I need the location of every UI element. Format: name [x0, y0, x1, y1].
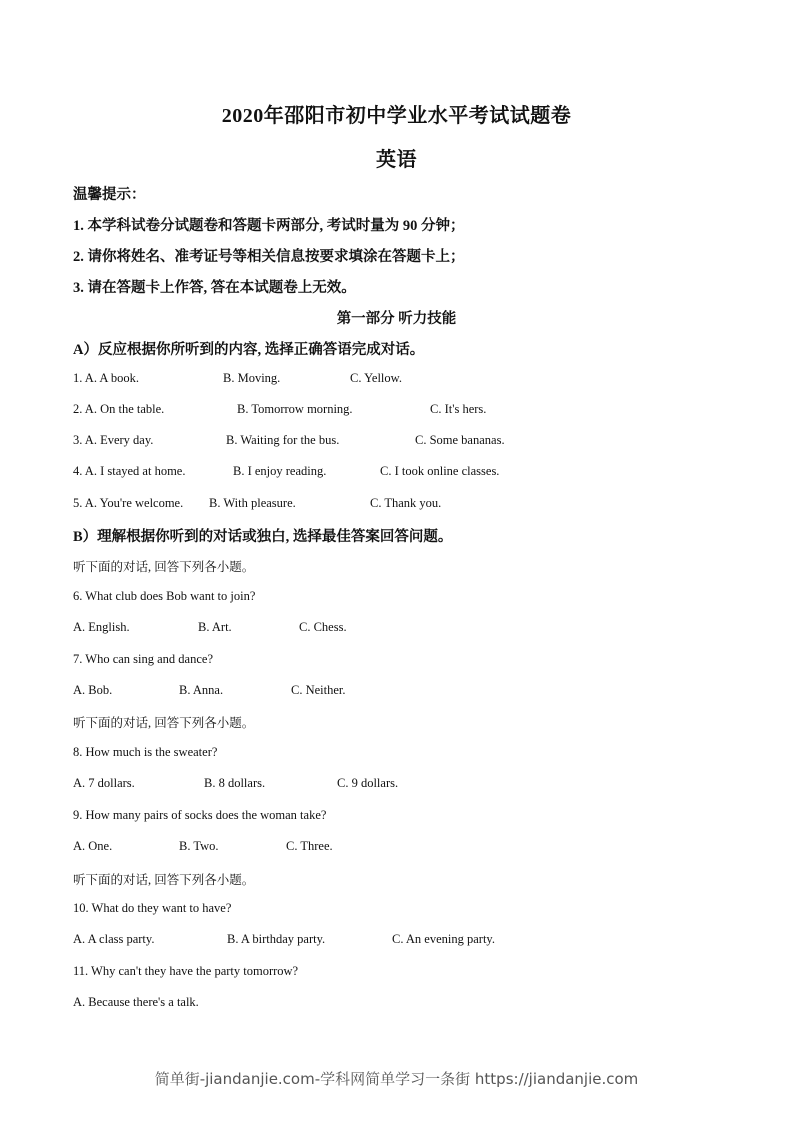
listening-note: 听下面的对话, 回答下列各小题。: [73, 560, 255, 574]
q7-option-b: B. Anna.: [179, 683, 224, 697]
subject-title: 英语: [376, 149, 417, 171]
q7-stem: 7. Who can sing and dance?: [73, 652, 213, 666]
q1-option-a: 1. A. A book.: [73, 371, 139, 385]
q8-option-b: B. 8 dollars.: [204, 776, 266, 790]
q10-option-c: C. An evening party.: [392, 932, 495, 946]
q4-option-a: 4. A. I stayed at home.: [73, 464, 186, 478]
q8-option-c: C. 9 dollars.: [337, 776, 399, 790]
q11-option-a: A. Because there's a talk.: [73, 995, 199, 1009]
q3-option-c: C. Some bananas.: [415, 433, 505, 447]
q6-option-c: C. Chess.: [299, 620, 347, 634]
q4-option-c: C. I took online classes.: [380, 464, 500, 478]
q8-option-a: A. 7 dollars.: [73, 776, 135, 790]
tip-item: 1. 本学科试卷分试题卷和答题卡两部分, 考试时量为 90 分钟；: [73, 218, 465, 234]
q5-option-b: B. With pleasure.: [209, 496, 296, 510]
q9-stem: 9. How many pairs of socks does the woman take?: [73, 808, 327, 822]
q2-option-c: C. It's hers.: [430, 402, 487, 416]
q1-option-b: B. Moving.: [223, 371, 281, 385]
part-one-title: 第一部分 听力技能: [336, 311, 457, 327]
q9-option-c: C. Three.: [286, 839, 333, 853]
q11-stem: 11. Why can't they have the party tomorrow?: [73, 964, 299, 978]
q3-option-a: 3. A. Every day.: [73, 433, 154, 447]
q10-option-a: A. A class party.: [73, 932, 155, 946]
q2-option-a: 2. A. On the table.: [73, 402, 165, 416]
tip-item: 2. 请你将姓名、准考证号等相关信息按要求填涂在答题卡上；: [73, 249, 465, 265]
q6-option-a: A. English.: [73, 620, 130, 634]
q6-stem: 6. What club does Bob want to join?: [73, 589, 256, 603]
q8-stem: 8. How much is the sweater?: [73, 745, 218, 759]
q9-option-a: A. One.: [73, 839, 113, 853]
q2-option-b: B. Tomorrow morning.: [237, 402, 353, 416]
q1-option-c: C. Yellow.: [350, 371, 402, 385]
q10-stem: 10. What do they want to have?: [73, 901, 232, 915]
listening-note: 听下面的对话, 回答下列各小题。: [73, 716, 255, 730]
tips-heading: 温馨提示：: [73, 187, 146, 203]
q5-option-a: 5. A. You're welcome.: [73, 496, 184, 510]
listening-note: 听下面的对话, 回答下列各小题。: [73, 873, 255, 887]
q6-option-b: B. Art.: [198, 620, 232, 634]
tip-item: 3. 请在答题卡上作答, 答在本试题卷上无效。: [73, 280, 356, 296]
footer-watermark: 简单街-jiandanjie.com-学科网简单学习一条街 https://jiandanjie.com: [154, 1070, 639, 1088]
section-b-heading: B）理解根据你听到的对话或独白, 选择最佳答案回答问题。: [73, 529, 453, 545]
section-a-heading: A）反应根据你所听到的内容, 选择正确答语完成对话。: [73, 342, 425, 358]
q4-option-b: B. I enjoy reading.: [233, 464, 327, 478]
q10-option-b: B. A birthday party.: [227, 932, 326, 946]
page-title: 2020年邵阳市初中学业水平考试试题卷: [221, 105, 572, 127]
q7-option-c: C. Neither.: [291, 683, 346, 697]
q5-option-c: C. Thank you.: [370, 496, 442, 510]
q9-option-b: B. Two.: [179, 839, 219, 853]
q7-option-a: A. Bob.: [73, 683, 113, 697]
q3-option-b: B. Waiting for the bus.: [226, 433, 340, 447]
